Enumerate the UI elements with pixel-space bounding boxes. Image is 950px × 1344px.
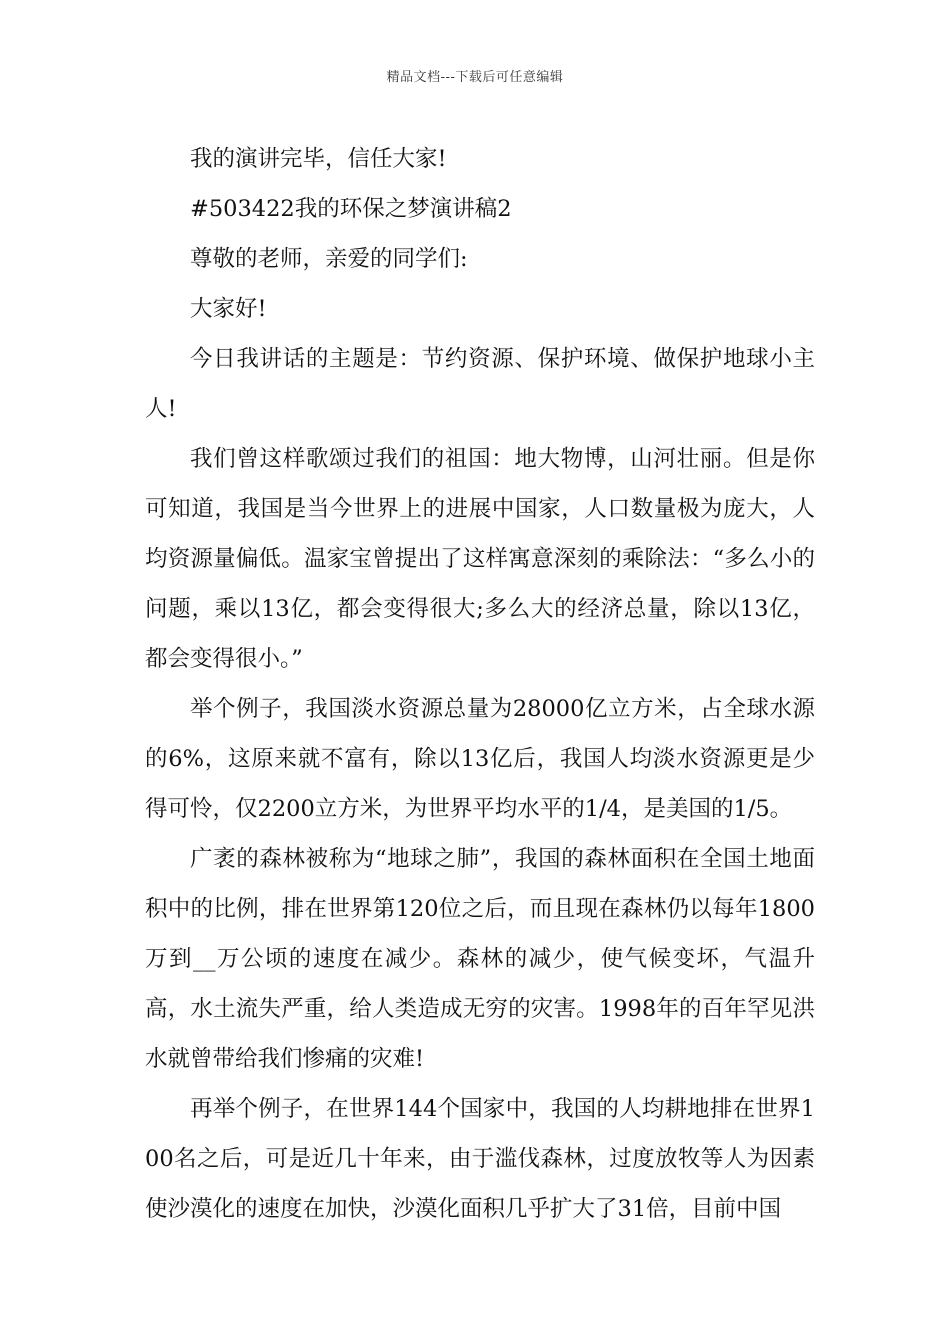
- paragraph-topic: 今日我讲话的主题是：节约资源、保护环境、做保护地球小主人!: [145, 346, 815, 422]
- paragraph-title: #503422我的环保之梦演讲稿2: [190, 196, 512, 222]
- paragraph-water: 举个例子，我国淡水资源总量为28000亿立方米，占全球水源的6%，这原来就不富有，除以13亿后，我国人均淡水资源更是少得可怜，仅2200立方米，为世界平均水平的1/4，是美国的1/5。: [145, 696, 815, 822]
- paragraph-motherland: 我们曾这样歌颂过我们的祖国：地大物博，山河壮丽。但是你可知道，我国是当今世界上的进展中国家，人口数量极为庞大，人均资源量偏低。温家宝曾提出了这样寓意深刻的乘除法：“多么小的问题，乘以13亿，都会变得很大;多么大的经济总量，除以13亿，都会变得很小。”: [145, 446, 815, 672]
- paragraph-salutation: 尊敬的老师，亲爱的同学们:: [190, 246, 468, 272]
- paragraph-forest: 广袤的森林被称为“地球之肺”，我国的森林面积在全国土地面积中的比例，排在世界第120位之后，而且现在森林仍以每年1800万到__万公顷的速度在减少。森林的减少，使气候变坏，气温升高，水土流失严重，给人类造成无穷的灾害。1998年的百年罕见洪水就曾带给我们惨痛的灾难!: [145, 846, 815, 1072]
- paragraph-greeting: 大家好!: [190, 296, 267, 322]
- document-body: [145, 134, 815, 1234]
- page-header: 精品文档---下载后可任意编辑: [386, 70, 564, 85]
- paragraph-land: 再举个例子，在世界144个国家中，我国的人均耕地排在世界100名之后，可是近几十年来，由于滥伐森林，过度放牧等人为因素使沙漠化的速度在加快，沙漠化面积几乎扩大了31倍，目前中国: [145, 1096, 815, 1222]
- paragraph-closing: 我的演讲完毕，信任大家!: [190, 146, 447, 172]
